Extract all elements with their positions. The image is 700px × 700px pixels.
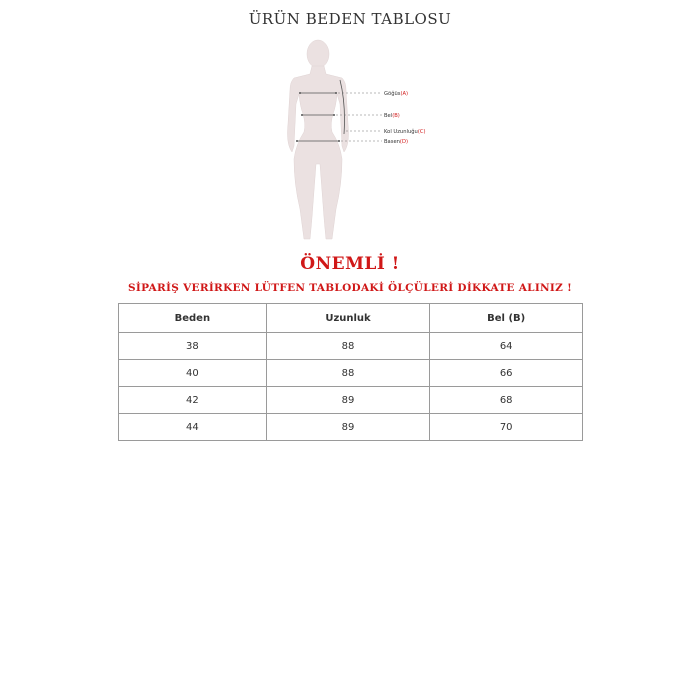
table-row [119,387,583,414]
size-table [118,303,583,441]
notice-message: SİPARİŞ VERİRKEN LÜTFEN TABLODAKİ ÖLÇÜLERİ DİKKATE ALINIZ ! [128,282,572,294]
cell-beden: 44 [119,414,267,441]
page-title: ÜRÜN BEDEN TABLOSU [248,10,452,28]
table-row [119,333,583,360]
cell-bel: 70 [430,414,583,441]
cell-bel: 64 [430,333,583,360]
header-bel: Bel (B) [430,304,583,333]
header-beden: Beden [119,304,267,333]
cell-beden: 40 [119,360,267,387]
table-header-row [119,304,583,333]
cell-uzunluk: 89 [266,414,430,441]
label-basen: Basen(D) [384,139,408,145]
cell-bel: 66 [430,360,583,387]
notice-heading: ÖNEMLİ ! [300,254,400,274]
cell-uzunluk: 88 [266,333,430,360]
body-measurement-figure [260,34,440,249]
cell-bel: 68 [430,387,583,414]
header-uzunluk: Uzunluk [266,304,430,333]
table-row [119,360,583,387]
cell-uzunluk: 88 [266,360,430,387]
cell-beden: 38 [119,333,267,360]
label-gogus: Göğüs(A) [384,91,409,97]
cell-beden: 42 [119,387,267,414]
table-row [119,414,583,441]
label-kol-uzunlugu: Kol Uzunluğu(C) [384,129,426,135]
woman-silhouette-icon [288,40,349,239]
cell-uzunluk: 89 [266,387,430,414]
label-bel: Bel(B) [384,113,400,119]
